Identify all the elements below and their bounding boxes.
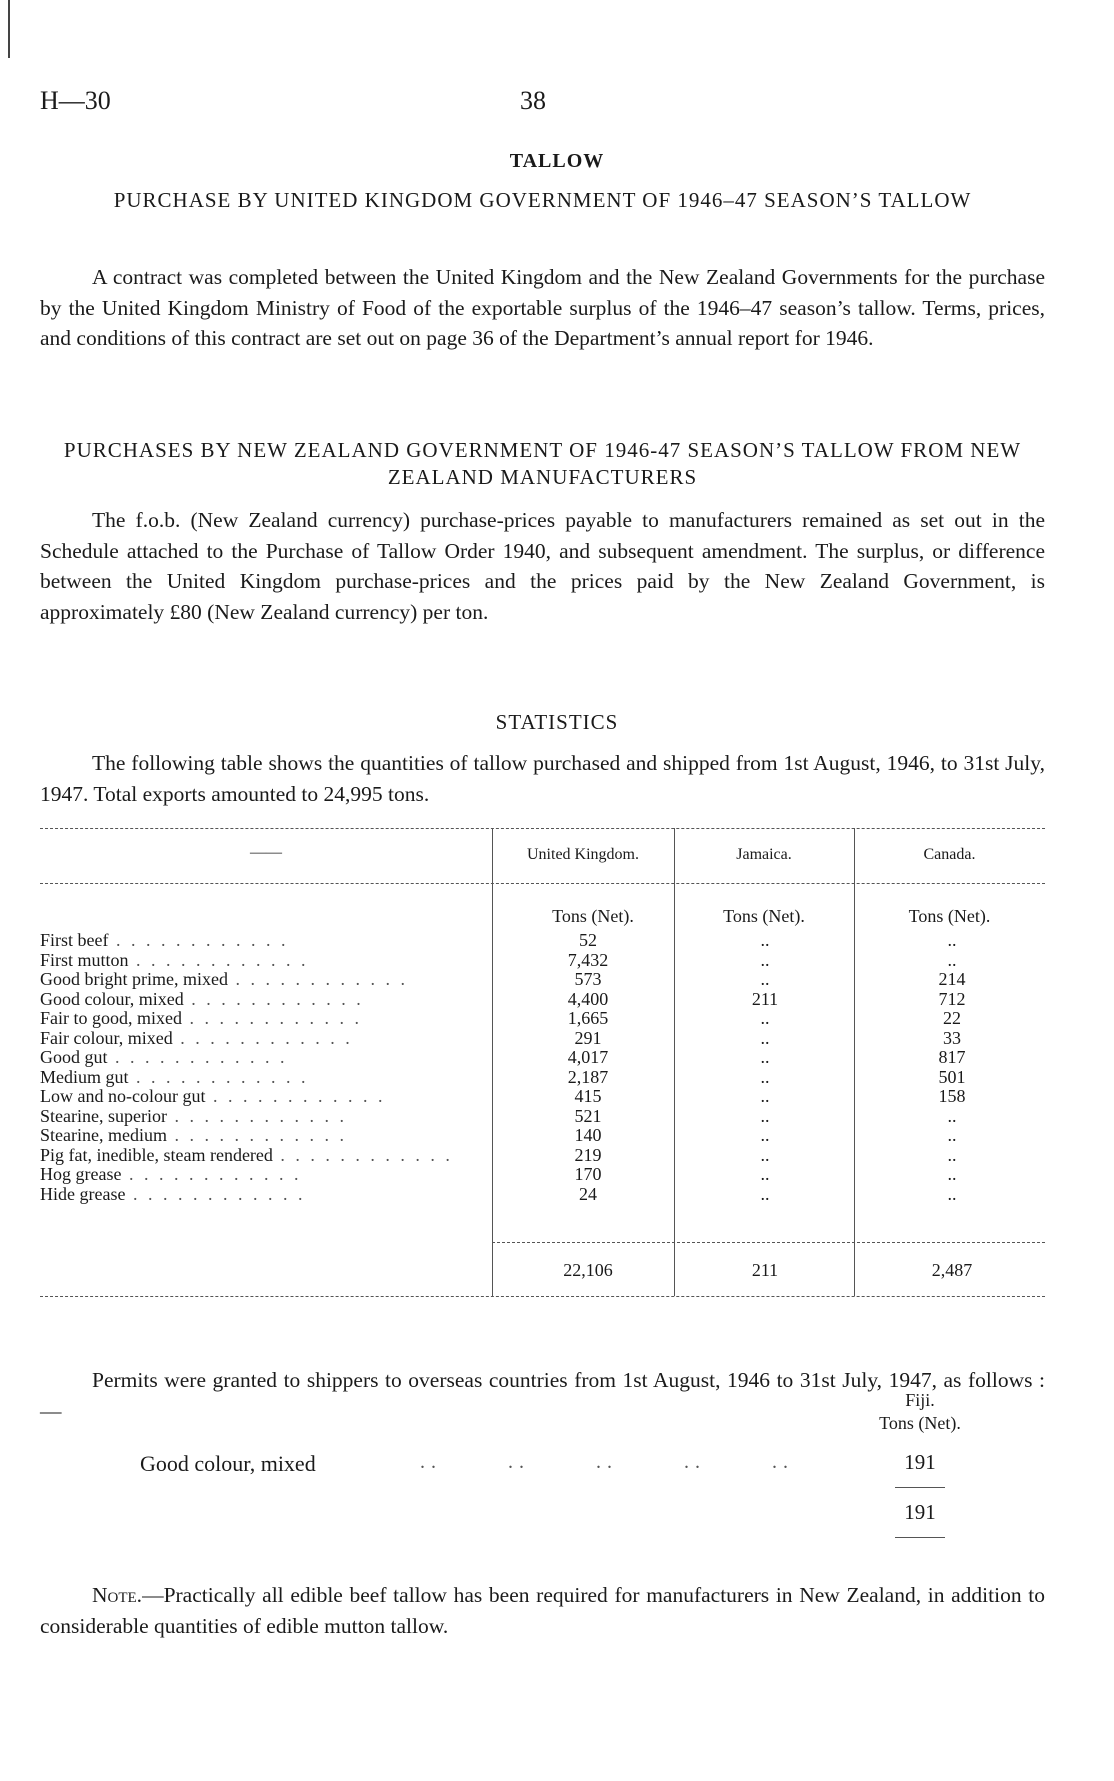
table-cell-uk: 140 bbox=[574, 1125, 602, 1145]
table-stub-header: —— bbox=[250, 844, 282, 861]
permits-total: 191 bbox=[904, 1500, 936, 1524]
table-cell-jamaica: .. bbox=[760, 949, 770, 970]
permits-column-units: Tons (Net). bbox=[879, 1413, 961, 1433]
table-cell-uk: 4,017 bbox=[567, 1047, 609, 1067]
permits-paragraph: Permits were granted to shippers to overseas countries from 1st August, 1946 to 31st July, 1947, as follows :— bbox=[40, 1368, 1045, 1423]
table-cell-canada: 712 bbox=[938, 988, 966, 1009]
column-header-jamaica: Jamaica. bbox=[736, 846, 792, 863]
leader-dots: . . . . . . . . . . . . bbox=[166, 1125, 347, 1145]
row-label-text: Good colour, mixed bbox=[40, 988, 184, 1009]
table-cell-jamaica: .. bbox=[760, 1125, 770, 1145]
table-cell-uk: 52 bbox=[579, 930, 597, 950]
units-uk: Tons (Net). bbox=[552, 906, 634, 926]
leader-dots: . . . . . . . . . . . . bbox=[121, 1164, 302, 1184]
document-code: H—30 bbox=[40, 86, 111, 115]
leader-dots: . . . . . . . . . . . . bbox=[183, 988, 364, 1009]
table-cell-canada: 158 bbox=[938, 1086, 966, 1106]
table-top-rule bbox=[40, 828, 1045, 829]
row-label-text: First beef bbox=[40, 930, 109, 950]
table-cell-uk: 415 bbox=[574, 1086, 602, 1106]
table-cell-jamaica: .. bbox=[760, 1164, 770, 1184]
total-uk: 22,106 bbox=[563, 1260, 613, 1280]
table-cell-uk: 219 bbox=[574, 1144, 602, 1165]
table-cell-uk: 1,665 bbox=[567, 1008, 609, 1028]
total-jamaica: 211 bbox=[751, 1260, 779, 1280]
note-paragraph bbox=[40, 1580, 1045, 1641]
row-label-text: Pig fat, inedible, steam rendered bbox=[40, 1144, 273, 1165]
table-cell-jamaica: .. bbox=[760, 1027, 770, 1048]
section2-heading: PURCHASES BY NEW ZEALAND GOVERNMENT OF 1946-47 SEASON’S TALLOW FROM NEW ZEALAND MANUFACTURERS bbox=[63, 438, 1022, 489]
scan-edge-line bbox=[8, 0, 10, 58]
table-header-rule bbox=[40, 883, 1045, 884]
section2-paragraph: The f.o.b. (New Zealand currency) purchase-prices payable to manufacturers remained as set out in the Schedule attached to the Purchase of Tallow Order 1940, and subsequent amendment. The surplus, or difference between the United Kingdom purchase-prices and the prices paid by the New Zealand Government, is approximately £80 (New Zealand currency) per ton. bbox=[40, 508, 1045, 624]
table-row-label bbox=[40, 969, 480, 990]
table-cell-canada: .. bbox=[947, 1183, 957, 1204]
row-label-text: First mutton bbox=[40, 949, 129, 970]
table-row-label bbox=[40, 1106, 480, 1127]
table-cell-uk: 573 bbox=[574, 969, 602, 989]
table-cell-uk: 2,187 bbox=[567, 1066, 609, 1087]
leader-dots: . . . . . . . . . . . . bbox=[128, 1066, 309, 1087]
column-header-uk: United Kingdom. bbox=[527, 846, 639, 863]
statistics-heading: STATISTICS bbox=[495, 710, 619, 734]
table-cell-canada: 33 bbox=[943, 1027, 961, 1048]
leader-dots: . . . . . . . . . . . . bbox=[182, 1008, 362, 1028]
table-cell-jamaica: .. bbox=[760, 1047, 770, 1067]
column-divider bbox=[854, 828, 855, 1296]
units-canada: Tons (Net). bbox=[908, 906, 991, 926]
table-cell-uk: 170 bbox=[574, 1164, 602, 1184]
table-row-label bbox=[40, 1145, 480, 1166]
table-cell-jamaica: .. bbox=[760, 1008, 770, 1028]
table-row-label bbox=[40, 1067, 480, 1088]
leader-dots: . . . . . . . . . . . . bbox=[227, 969, 408, 989]
table-cell-canada: .. bbox=[947, 949, 957, 970]
table-cell-jamaica: .. bbox=[760, 1144, 770, 1165]
row-label-text: Hog grease bbox=[40, 1164, 122, 1184]
table-cell-uk: 4,400 bbox=[567, 988, 609, 1009]
table-cell-canada: .. bbox=[947, 930, 957, 950]
row-label-text: Low and no-colour gut bbox=[40, 1086, 206, 1106]
section1-paragraph: A contract was completed between the United Kingdom and the New Zealand Governments for the purchase by the United Kingdom Ministry of Food of the exportable surplus of the 1946–47 season’s tallow. Terms, prices, and conditions of this contract are set out on page 36 of the Department’s annual report for 1946. bbox=[40, 265, 1045, 350]
row-label-text: Medium gut bbox=[40, 1066, 129, 1087]
row-label-text: Good bright prime, mixed bbox=[40, 969, 228, 989]
units-jamaica: Tons (Net). bbox=[723, 906, 805, 926]
table-row-label bbox=[40, 989, 480, 1010]
table-cell-jamaica: .. bbox=[760, 969, 770, 989]
permits-item-label: Good colour, mixed bbox=[140, 1451, 316, 1476]
permits-bottom-rule bbox=[895, 1537, 945, 1538]
leader-dots: . . . . . . . . . . . . bbox=[108, 930, 289, 950]
leader-dots: . . . . . . . . . . . . bbox=[107, 1047, 288, 1067]
table-cell-canada: .. bbox=[947, 1164, 957, 1184]
total-canada: 2,487 bbox=[931, 1260, 973, 1280]
table-row-label bbox=[40, 1028, 480, 1049]
row-label-text: Good gut bbox=[40, 1047, 108, 1067]
table-cell-uk: 24 bbox=[579, 1183, 597, 1204]
table-row-label bbox=[40, 950, 480, 971]
table-row-label bbox=[40, 1086, 480, 1107]
leader-dots: . . . . . . . . . . . . bbox=[172, 1027, 353, 1048]
permits-leader-dots: .. .. .. .. .. bbox=[420, 1451, 794, 1473]
note-text: —Practically all edible beef tallow has been required for manufacturers in New Zealand, in addition to considerable quantities of edible mutton tallow. bbox=[40, 1583, 1045, 1638]
page-title: TALLOW bbox=[509, 150, 605, 172]
row-label-text: Stearine, superior bbox=[40, 1105, 167, 1126]
note-label: Note. bbox=[92, 1583, 143, 1607]
table-row-label bbox=[40, 1164, 480, 1185]
table-cell-canada: 214 bbox=[938, 969, 966, 989]
section1-heading: PURCHASE BY UNITED KINGDOM GOVERNMENT OF 1946–47 SEASON’S TALLOW bbox=[113, 188, 972, 212]
table-cell-jamaica: .. bbox=[760, 930, 770, 950]
tallow-shipments-table bbox=[40, 828, 1045, 1280]
permits-column-header: Fiji. bbox=[905, 1390, 935, 1410]
table-cell-jamaica: .. bbox=[760, 1066, 770, 1087]
leader-dots: . . . . . . . . . . . . bbox=[128, 949, 309, 970]
row-label-text: Fair to good, mixed bbox=[40, 1008, 182, 1028]
permits-total-rule bbox=[895, 1487, 945, 1488]
permits-item-value: 191 bbox=[904, 1450, 936, 1474]
column-divider bbox=[674, 828, 675, 1296]
table-cell-jamaica: .. bbox=[760, 1105, 770, 1126]
table-row-label bbox=[40, 1125, 480, 1146]
table-cell-uk: 7,432 bbox=[567, 949, 609, 970]
column-header-canada: Canada. bbox=[923, 846, 976, 863]
table-cell-canada: .. bbox=[947, 1105, 957, 1126]
leader-dots: . . . . . . . . . . . . bbox=[166, 1105, 347, 1126]
statistics-paragraph: The following table shows the quantities of tallow purchased and shipped from 1st August, 1946, to 31st July, 1947. Total exports amounted to 24,995 tons. bbox=[40, 751, 1045, 806]
table-cell-uk: 521 bbox=[574, 1105, 602, 1126]
table-cell-canada: 501 bbox=[938, 1066, 966, 1087]
leader-dots: . . . . . . . . . . . . bbox=[272, 1144, 453, 1165]
table-bottom-rule bbox=[40, 1296, 1045, 1297]
table-cell-jamaica: .. bbox=[760, 1183, 770, 1204]
row-label-text: Fair colour, mixed bbox=[40, 1027, 173, 1048]
table-cell-jamaica: .. bbox=[760, 1086, 770, 1106]
column-divider bbox=[492, 828, 493, 1296]
page-number: 38 bbox=[520, 86, 546, 115]
table-row-label bbox=[40, 1184, 480, 1205]
table-cell-uk: 291 bbox=[574, 1027, 602, 1048]
row-label-text: Hide grease bbox=[40, 1183, 126, 1204]
leader-dots: . . . . . . . . . . . . bbox=[205, 1086, 386, 1106]
table-row-label bbox=[40, 1047, 480, 1068]
table-row-label bbox=[40, 930, 480, 951]
table-cell-canada: .. bbox=[947, 1144, 957, 1165]
leader-dots: . . . . . . . . . . . . bbox=[125, 1183, 306, 1204]
table-cell-canada: 817 bbox=[938, 1047, 966, 1067]
table-total-rule bbox=[492, 1242, 1045, 1243]
table-row-label bbox=[40, 1008, 480, 1029]
row-label-text: Stearine, medium bbox=[40, 1125, 167, 1145]
table-cell-canada: .. bbox=[947, 1125, 957, 1145]
table-cell-canada: 22 bbox=[943, 1008, 961, 1028]
table-cell-jamaica: 211 bbox=[751, 988, 779, 1009]
